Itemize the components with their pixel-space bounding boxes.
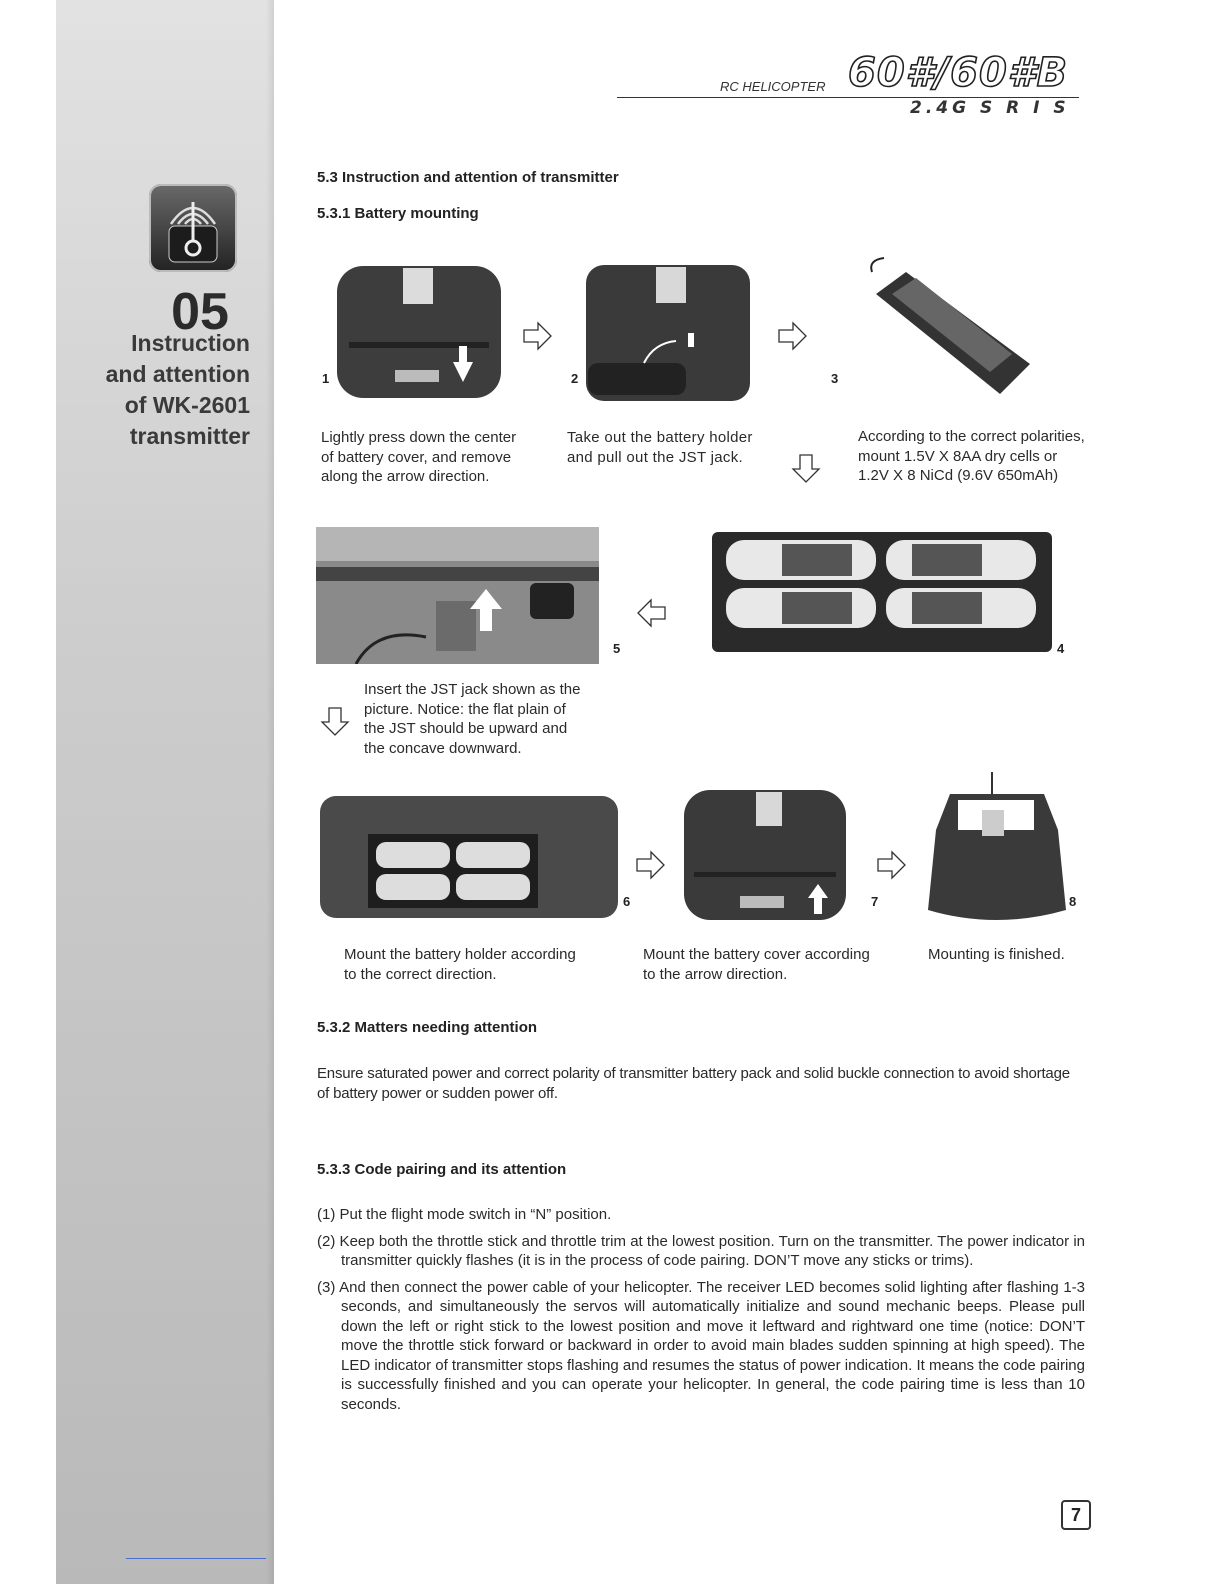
page-number: 7 (1061, 1500, 1091, 1530)
list-item: (3) And then connect the power cable of your helicopter. The receiver LED becomes solid lighting after flashing 1-3 seconds, and simultaneously the servos will automatically initialize and sound mechanic beeps. Please pull down the left or right stick to the lowest position and move it leftward and rightward one time (notice: DON’T move the throttle stick forward or backward in order to avoid main blades sudden spinning at high speed). The LED indicator of transmitter stops flashing and resumes the status of power indication. It means the code pairing is successfully finished and you can operate your helicopter. In general, the code pairing time is less than 10 seconds. (317, 1278, 1085, 1413)
step-number: 3 (831, 371, 839, 386)
step-number: 8 (1069, 894, 1077, 909)
chapter-number: 05 (171, 283, 229, 341)
arrow-right-icon (522, 320, 554, 352)
header-rule (617, 97, 1079, 98)
photo-step-3 (862, 254, 1034, 410)
caption-line: to the arrow direction. (643, 965, 788, 983)
photo-step-2 (584, 263, 752, 403)
chapter-title-line: Instruction (131, 330, 250, 356)
paragraph-line: of battery power or sudden power off. (317, 1084, 558, 1102)
header-logo-sub: 2.4G S R I S (910, 98, 1070, 118)
caption-line: and pull out the JST jack. (567, 448, 743, 466)
caption-line: picture. Notice: the flat plain of (364, 700, 566, 718)
step-number: 6 (623, 894, 631, 909)
caption-line: the concave downward. (364, 739, 522, 757)
chapter-title (60, 328, 250, 452)
chapter-title-line: of WK-2601 (124, 392, 250, 418)
caption-step-3 (858, 427, 1085, 486)
step-number: 5 (613, 641, 621, 656)
caption-line: the JST should be upward and (364, 720, 568, 737)
sidebar-link-line (126, 1558, 266, 1559)
photo-step-6 (320, 796, 618, 918)
arrow-right-icon (876, 849, 908, 881)
caption-line: along the arrow direction. (321, 468, 490, 485)
caption-line: Insert the JST jack shown as the (364, 681, 581, 698)
arrow-down-icon (790, 453, 822, 485)
pairing-list (317, 1205, 1085, 1421)
arrow-right-icon (777, 320, 809, 352)
caption-line: of battery cover, and remove (321, 448, 512, 466)
caption-line: Mount the battery holder according (344, 946, 576, 963)
caption-step-8: Mounting is finished. (928, 946, 1065, 963)
subsection-battery-mounting: 5.3.1 Battery mounting (317, 205, 479, 222)
photo-step-5 (316, 527, 599, 664)
step-number: 1 (322, 371, 330, 386)
chapter-title-line: transmitter (129, 423, 250, 449)
chapter-title-line: and attention (105, 361, 250, 387)
list-item: (2) Keep both the throttle stick and throttle trim at the lowest position. Turn on the transmitter. The power indicator in transmitter quickly flashes (it is in the process of code pairing. DON’T move any sticks or trims). (317, 1232, 1085, 1269)
caption-step-2 (567, 428, 753, 467)
photo-step-4 (712, 532, 1052, 652)
caption-step-7 (643, 945, 870, 984)
paragraph-line: Ensure saturated power and correct polarity of transmitter battery pack and solid buckle connection to avoid shortage (317, 1065, 1070, 1082)
header-logo: 60#/60#B (848, 50, 1069, 96)
step-number: 2 (571, 371, 579, 386)
header-subtitle: RC HELICOPTER (720, 79, 826, 94)
caption-line: Mount the battery cover according (643, 946, 870, 963)
arrow-right-icon (635, 849, 667, 881)
transmitter-icon (149, 184, 237, 272)
caption-step-1 (321, 428, 516, 487)
caption-line: to the correct direction. (344, 965, 497, 983)
caption-line: Take out the battery holder (567, 429, 753, 446)
caption-line: mount 1.5V X 8AA dry cells or (858, 447, 1058, 465)
caption-line: 1.2V X 8 NiCd (9.6V 650mAh) (858, 467, 1059, 484)
caption-step-6 (344, 945, 576, 984)
photo-step-8 (926, 770, 1068, 926)
attention-paragraph (317, 1064, 1092, 1103)
arrow-down-icon (319, 706, 351, 738)
caption-step-5 (364, 680, 581, 758)
photo-step-7 (678, 788, 852, 924)
list-item: (1) Put the flight mode switch in “N” position. (317, 1206, 612, 1223)
caption-line: According to the correct polarities, (858, 428, 1085, 445)
caption-line: Lightly press down the center (321, 429, 517, 446)
arrow-left-icon (635, 597, 667, 629)
step-number: 4 (1057, 641, 1065, 656)
subsection-attention: 5.3.2 Matters needing attention (317, 1019, 538, 1036)
subsection-code-pairing: 5.3.3 Code pairing and its attention (317, 1161, 567, 1178)
photo-step-1 (333, 262, 505, 402)
section-title: 5.3 Instruction and attention of transmitter (317, 169, 619, 186)
step-number: 7 (871, 894, 879, 909)
